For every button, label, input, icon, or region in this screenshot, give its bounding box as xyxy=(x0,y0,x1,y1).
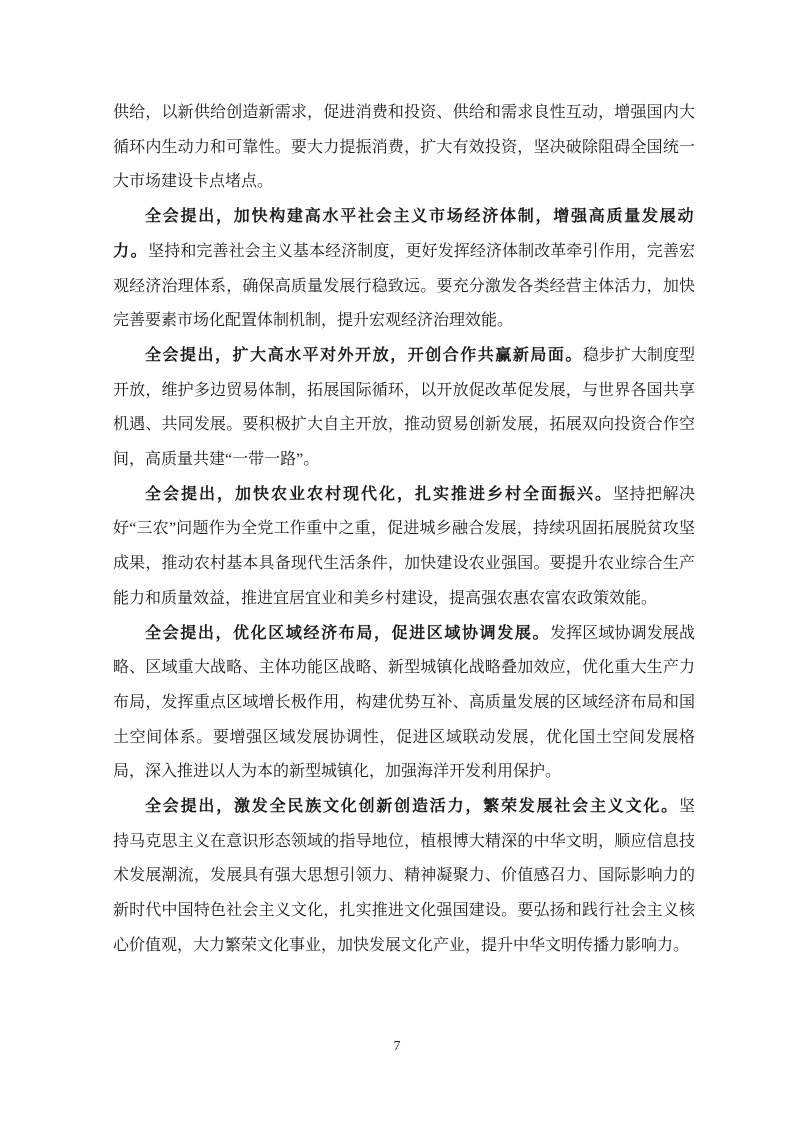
paragraph xyxy=(113,200,695,339)
paragraph-body: 坚持把解决好“三农”问题作为全党工作重中之重，促进城乡融合发展，持续巩固拓展脱贫攻坚成果，推动农村基本具备现代生活条件，加快建设农业强国。要提升农业综合生产能力和质量效益，推进宜居宜业和美乡村建设，提高强农惠农富农政策效能。 xyxy=(113,485,695,607)
paragraph-body: 稳步扩大制度型开放，维护多边贸易体制，拓展国际循环，以开放促改革促发展，与世界各国共享机遇、共同发展。要积极扩大自主开放，推动贸易创新发展，拓展双向投资合作空间，高质量共建“一带一路”。 xyxy=(113,346,695,469)
paragraph-lead: 全会提出，激发全民族文化创新创造活力，繁荣发展社会主义文化。 xyxy=(145,798,679,816)
paragraph-body: 坚持和完善社会主义基本经济制度，更好发挥经济体制改革牵引作用，完善宏观经济治理体系，确保高质量发展行稳致远。要充分激发各类经营主体活力，加快完善要素市场化配置体制机制，提升宏观经济治理效能。 xyxy=(113,242,695,330)
paragraph-lead: 全会提出，优化区域经济布局，促进区域协调发展。 xyxy=(145,624,551,642)
paragraph-lead: 全会提出，扩大高水平对外开放，开创合作共赢新局面。 xyxy=(145,346,583,364)
paragraph-body: 供给，以新供给创造新需求，促进消费和投资、供给和需求良性互动，增强国内大循环内生动力和可靠性。要大力提振消费，扩大有效投资，坚决破除阻碍全国统一大市场建设卡点堵点。 xyxy=(113,104,695,191)
paragraph xyxy=(113,339,695,478)
paragraph-body: 发挥区域协调发展战略、区域重大战略、主体功能区战略、新型城镇化战略叠加效应，优化重大生产力布局，发挥重点区域增长极作用，构建优势互补、高质量发展的区域经济布局和国土空间体系。要增强区域发展协调性，促进区域联动发展，优化国土空间发展格局，深入推进以人为本的新型城镇化，加强海洋开发利用保护。 xyxy=(113,624,695,781)
paragraph xyxy=(113,617,695,791)
paragraph xyxy=(113,478,695,617)
document-text xyxy=(113,96,695,964)
paragraph-lead: 全会提出，加快构建高水平社会主义市场经济体制，增强高质量发展动力。 xyxy=(113,208,695,260)
paragraph-body: 坚持马克思主义在意识形态领域的指导地位，植根博大精深的中华文明，顺应信息技术发展潮流，发展具有强大思想引领力、精神凝聚力、价值感召力、国际影响力的新时代中国特色社会主义文化，扎实推进文化强国建设。要弘扬和践行社会主义核心价值观，大力繁荣文化事业，加快发展文化产业，提升中华文明传播力影响力。 xyxy=(113,798,695,954)
page-footer xyxy=(0,1038,794,1056)
paragraph-lead: 全会提出，加快农业农村现代化，扎实推进乡村全面振兴。 xyxy=(145,485,613,503)
page-number: 7 xyxy=(393,1039,401,1054)
paragraph xyxy=(113,790,695,964)
paragraph xyxy=(113,96,695,200)
